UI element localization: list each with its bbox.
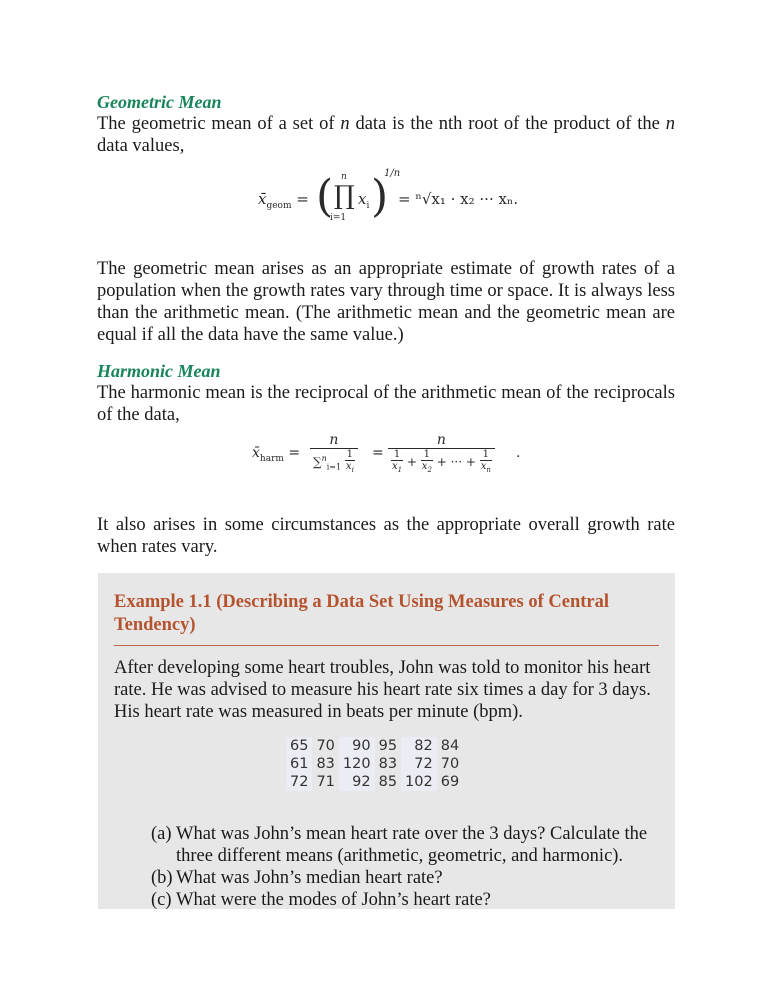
table-cell: 120 (339, 755, 375, 773)
table-cell: 70 (440, 756, 460, 772)
table-cell: 102 (401, 773, 437, 791)
question-label: (c) (151, 890, 172, 910)
harmonic-mean-paragraph: It also arises in some circumstances as the appropriate overall growth rate when rates vary. (97, 515, 675, 557)
question-item (151, 823, 671, 867)
table-cell: 71 (316, 774, 335, 790)
table-cell: 84 (440, 738, 460, 754)
table-cell: 65 (286, 737, 312, 755)
table-cell: 61 (286, 755, 312, 773)
question-item (151, 889, 671, 911)
table-cell: 83 (378, 756, 398, 772)
question-list (151, 823, 671, 911)
table-row (286, 755, 463, 773)
table-cell: 72 (286, 773, 312, 791)
table-cell: 95 (378, 738, 398, 754)
geometric-mean-intro: The geometric mean of a set of n data is the nth root of the product of the n data values, (97, 114, 675, 156)
example-title: Example 1.1 (Describing a Data Set Using Measures of Central Tendency) (114, 592, 610, 635)
geometric-mean-formula: $x̄_{geom}$ = ( n ∏ i=1 $x_i$ ) 1/n = ⁿ√x₁ · x₂ ··· xₙ. (258, 168, 519, 223)
table-cell: 72 (401, 755, 437, 773)
harmonic-mean-formula: $x̄_{harm}$ = n ∑$^n_{i=1}$ $\frac{1}{x_i}$ = n $\frac{1}{x_1}$ + $\frac{1}{x_2}$ + ··· + $\frac{1}{x_n}$ . (252, 432, 521, 474)
geometric-mean-heading: Geometric Mean (97, 92, 222, 112)
example-box (98, 573, 675, 909)
table-row (286, 773, 463, 791)
table-cell: 90 (339, 737, 375, 755)
question-label: (a) (151, 824, 172, 844)
question-label: (b) (151, 868, 173, 888)
table-cell: 92 (339, 773, 375, 791)
heart-rate-table (286, 737, 463, 791)
question-item (151, 867, 671, 889)
table-row (286, 737, 463, 755)
harmonic-mean-intro: The harmonic mean is the reciprocal of the arithmetic mean of the reciprocals of the data, (97, 383, 675, 425)
table-cell: 85 (378, 774, 398, 790)
question-text: What was John’s median heart rate? (176, 868, 443, 888)
question-text: What was John’s mean heart rate over the 3 days? Calculate the three different means (arithmetic, geometric, and harmonic). (176, 824, 648, 866)
table-cell: 82 (401, 737, 437, 755)
example-body: After developing some heart troubles, John was told to monitor his heart rate. He was advised to measure his heart rate six times a day for 3 days. His heart rate was measured in beats per minute (bpm). (114, 658, 651, 722)
table-cell: 70 (316, 738, 335, 754)
table-cell: 69 (440, 774, 460, 790)
harmonic-mean-heading: Harmonic Mean (97, 361, 221, 381)
example-divider (114, 645, 659, 646)
table-cell: 83 (316, 756, 335, 772)
question-text: What were the modes of John’s heart rate? (176, 890, 491, 910)
geometric-mean-paragraph: The geometric mean arises as an appropriate estimate of growth rates of a population when the growth rates vary through time or space. It is always less than the arithmetic mean. (The arithmetic mean and the geometric mean are equal if all the data have the same value.) (97, 259, 675, 345)
